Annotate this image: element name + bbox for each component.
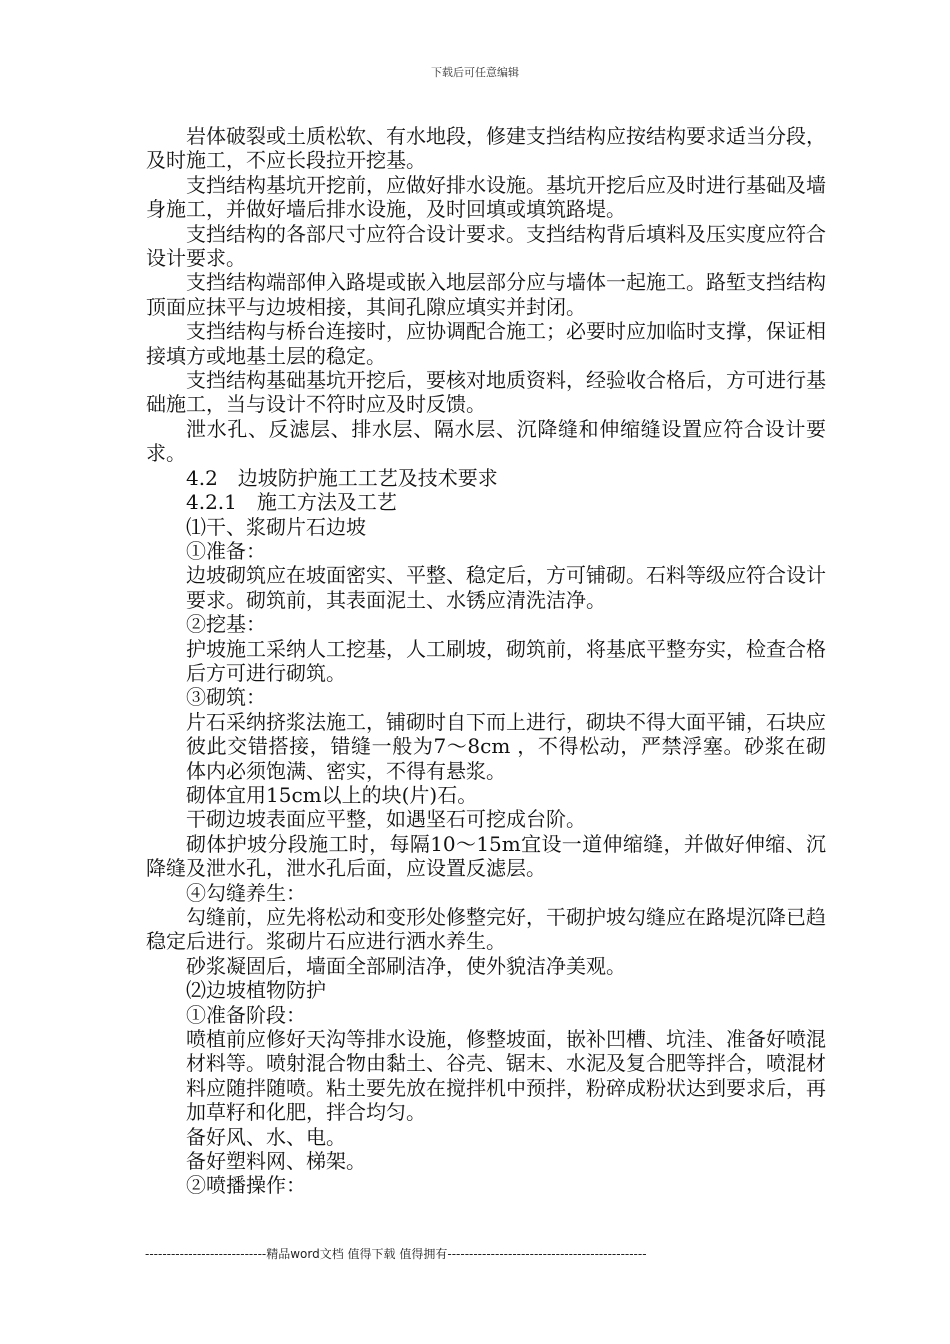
paragraph: 支挡结构基础基坑开挖后，要核对地质资料，经验收合格后，方可进行基础施工，当与设计不符时应及时反馈。 — [146, 368, 826, 417]
section-heading: 4.2 边坡防护施工工艺及技术要求 — [186, 465, 498, 490]
step-heading: ②喷播操作： — [186, 1173, 306, 1198]
page-footer: ----------------------------精品word文档 值得下载 值得拥有---------------------------------------------- — [145, 1247, 647, 1261]
paragraph: 勾缝前，应先将松动和变形处修整完好，干砌护坡勾缝应在路堤沉降已趋稳定后进行。浆砌片石应进行洒水养生。 — [146, 905, 826, 954]
page-header: 下载后可任意编辑 — [431, 66, 519, 79]
subsection-heading: 4.2.1 施工方法及工艺 — [186, 490, 397, 515]
paragraph: 边坡砌筑应在坡面密实、平整、稳定后，方可铺砌。石料等级应符合设计要求。砌筑前，其表面泥土、水锈应清洗洁净。 — [186, 563, 826, 612]
step-heading: ④勾缝养生： — [186, 880, 306, 905]
item-heading: ⑴干、浆砌片石边坡 — [186, 514, 366, 539]
step-heading: ②挖基： — [186, 612, 266, 637]
paragraph: 干砌边坡表面应平整，如遇坚石可挖成台阶。 — [186, 807, 586, 832]
paragraph: 砌体宜用15cm以上的块(片)石。 — [186, 782, 478, 807]
paragraph: 支挡结构与桥台连接时，应协调配合施工；必要时应加临时支撑，保证相接填方或地基土层的稳定。 — [146, 319, 826, 368]
paragraph: 支挡结构端部伸入路堤或嵌入地层部分应与墙体一起施工。路堑支挡结构顶面应抹平与边坡相接，其间孔隙应填实并封闭。 — [146, 270, 826, 319]
paragraph: 泄水孔、反滤层、排水层、隔水层、沉降缝和伸缩缝设置应符合设计要求。 — [146, 416, 826, 466]
paragraph: 支挡结构的各部尺寸应符合设计要求。支挡结构背后填料及压实度应符合设计要求。 — [146, 221, 826, 271]
document-body — [146, 124, 826, 1198]
paragraph: 支挡结构基坑开挖前，应做好排水设施。基坑开挖后应及时进行基础及墙身施工，并做好墙后排水设施，及时回填或填筑路堤。 — [146, 172, 826, 222]
paragraph: 砂浆凝固后，墙面全部刷洁净，使外貌洁净美观。 — [186, 953, 626, 978]
step-heading: ①准备： — [186, 538, 266, 563]
step-heading: ③砌筑： — [186, 685, 266, 710]
item-heading: ⑵边坡植物防护 — [186, 978, 326, 1003]
step-heading: ①准备阶段： — [186, 1002, 306, 1027]
paragraph: 喷植前应修好天沟等排水设施，修整坡面，嵌补凹槽、坑洼、准备好喷混材料等。喷射混合物由黏土、谷壳、锯末、水泥及复合肥等拌合，喷混材料应随拌随喷。粘土要先放在搅拌机中预拌，粉碎成粉状达到要求后，再加草籽和化肥，拌合均匀。 — [186, 1027, 826, 1125]
paragraph: 备好风、水、电。 — [186, 1124, 346, 1149]
paragraph: 砌体护坡分段施工时，每隔10～15m宜设一道伸缩缝，并做好伸缩、沉降缝及泄水孔，泄水孔后面，应设置反滤层。 — [146, 831, 826, 881]
paragraph: 护坡施工采纳人工挖基，人工刷坡，砌筑前，将基底平整夯实，检查合格后方可进行砌筑。 — [186, 636, 826, 685]
paragraph: 备好塑料网、梯架。 — [186, 1149, 366, 1174]
paragraph: 片石采纳挤浆法施工，铺砌时自下而上进行，砌块不得大面平铺，石块应彼此交错搭接，错缝一般为7～8cm ，不得松动，严禁浮塞。砂浆在砌体内必须饱满、密实，不得有悬浆。 — [186, 709, 826, 783]
paragraph: 岩体破裂或土质松软、有水地段，修建支挡结构应按结构要求适当分段，及时施工，不应长段拉开挖基。 — [146, 124, 826, 173]
